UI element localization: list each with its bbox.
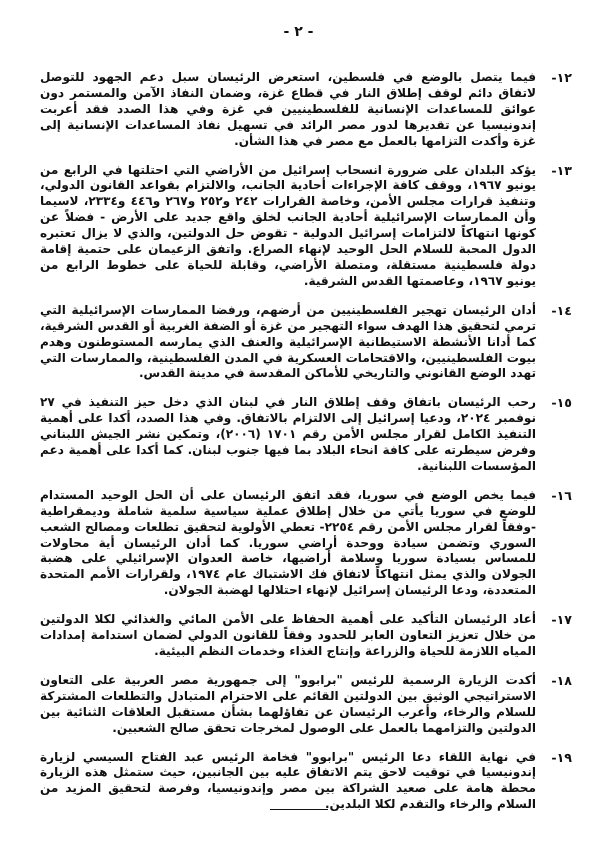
document-body [40,70,572,826]
paragraph-19 [40,750,572,814]
paragraph-number: ١٩- [551,749,572,765]
paragraph-15 [40,395,572,475]
paragraph-text: في نهاية اللقاء دعا الرئيس "برابوو" فخامة الرئيس عبد الفتاح السيسي لزيارة إندونيسيا في توقيت لاحق يتم الاتفاق عليه بين الجانبين، حيث ستمثل هذه الزيارة محطة هامة على صعيد الشراكة بين مصر وإندونيسيا، وفرصة لتحقيق المزيد من السلام والرخاء والتقدم لكلا البلدين. [40,749,536,812]
paragraph-text: يؤكد البلدان على ضرورة انسحاب إسرائيل من الأراضي التي احتلتها في الرابع من يونيو ١٩٦٧، ووقف كافة الإجراءات أحادية الجانب، والالتزام بقواعد القانون الدولي، وتنفيذ قرارات مجلس الأمن، وخاصة القرارات ٢٤٢ و٢٥٢ و٢٦٧ و٤٤٦ و٢٣٣٤، لاسيما وأن الممارسات الإسرائيلية أحادية الجانب لخلق واقع جديد على الأرض - فضلاً عن كونها انتهاكاً لالتزامات إسرائيل الدولية - تقوض حل الدولتين، والذي لا يزال تعتبره الدول المحبة للسلام الحل الوحيد لإنهاء الصراع. واتفق الزعيمان على حتمية إقامة دولة فلسطينية مستقلة، ومتصلة الأراضي، وقابلة للحياة على خطوط الرابع من يونيو ١٩٦٧، وعاصمتها القدس الشرقية. [40,162,536,288]
paragraph-text: أدان الرئيسان تهجير الفلسطينيين من أرضهم، ورفضا الممارسات الإسرائيلية التي ترمي لتحقيق هذا الهدف سواء التهجير من غزة أو الضفة الغربية أو القدس الشرقية، كما أدانا الأنشطة الاستيطانية الإسرائيلية والعنف الذي يمارسه المستوطنون وهدم بيوت الفلسطينيين، والاقتحامات العسكرية في المدن الفلسطينية، والممارسات التي تهدد الوضع القانوني والتاريخي للأماكن المقدسة في مدينة القدس. [40,302,536,381]
paragraph-number: ١٣- [551,162,572,178]
paragraph-number: ١٦- [551,487,572,503]
paragraph-number: ١٤- [551,302,572,318]
paragraph-12 [40,70,572,150]
paragraph-16 [40,488,572,599]
paragraph-text: أكدت الزيارة الرسمية للرئيس "برابوو" إلى جمهورية مصر العربية على التعاون الاستراتيجي الوثيق بين الدولتين القائم على الاحترام المتبادل والتطلعات المشتركة للسلام والرخاء، وأعرب الرئيسان عن تفاؤلهما بشأن مستقبل العلاقات الثنائية بين الدولتين والتزامهما بالعمل على الوصول لمخرجات تحقق صالح الشعبين. [40,672,536,735]
paragraph-number: ١٧- [551,612,572,628]
paragraph-17 [40,612,572,660]
end-divider-line [270,809,328,810]
paragraph-text: فيما يخص الوضع في سوريا، فقد اتفق الرئيسان على أن الحل الوحيد المستدام للوضع في سوريا يأتي من خلال إطلاق عملية سياسية سلمية شاملة وديمقراطية -وفقاً لقرار مجلس الأمن رقم ٢٢٥٤- تعطي الأولوية لتحقيق تطلعات ومصالح الشعب السوري وتضمن سيادة ووحدة أراضي سوريا. كما أدان الرئيسان أية محاولات للمساس بسيادة سوريا وسلامة أراضيها، خاصة العدوان الإسرائيلي على هضبة الجولان والذي يمثل انتهاكاً لاتفاق فك الاشتباك عام ١٩٧٤، ولقرارات الأمم المتحدة المتعددة، ودعا الرئيسان إسرائيل لإنهاء احتلالها لهضبة الجولان. [40,487,536,598]
paragraph-text: فيما يتصل بالوضع في فلسطين، استعرض الرئيسان سبل دعم الجهود للتوصل لاتفاق دائم لوقف إطلاق النار في قطاع غزة، وضمان النفاذ الآمن والمستمر دون عوائق للمساعدات الإنسانية للفلسطينيين في غزة وفي هذا الصدد فقد أعربت إندونيسيا عن تقديرها لدور مصر الرائد في تسهيل نفاذ المساعدات الإنسانية إلى غزة وأكدت التزامها بالعمل مع مصر في هذا الشأن. [40,70,536,148]
paragraph-text: أعاد الرئيسان التأكيد على أهمية الحفاظ على الأمن المائي والغذائي لكلا الدولتين من خلال تعزيز التعاون العابر للحدود وفقاً للقانون الدولي لضمان استدامة إمدادات المياه اللازمة للحياة والزراعة وإنتاج الغذاء وخدمات النظم البيئية. [40,612,536,658]
paragraph-13 [40,163,572,290]
page-number: - ٢ - [283,24,314,40]
paragraph-number: ١٥- [551,395,572,411]
paragraph-number: ١٢- [551,70,572,85]
paragraph-number: ١٨- [551,672,572,688]
paragraph-18 [40,673,572,737]
paragraph-14 [40,303,572,383]
paragraph-text: رحب الرئيسان باتفاق وقف إطلاق النار في لبنان الذي دخل حيز التنفيذ في ٢٧ نوفمبر ٢٠٢٤، ودعيا إسرائيل إلى الالتزام بالاتفاق. وفي هذا الصدد، أكدا على أهمية التنفيذ الكامل لقرار مجلس الأمن رقم ١٧٠١ (٢٠٠٦)، وتمكين نشر الجيش اللبناني وفرض سيطرته على كافة انحاء البلاد بما فيها جنوب لبنان. كما أكدا على أهمية دعم المؤسسات اللبنانية. [40,395,536,473]
